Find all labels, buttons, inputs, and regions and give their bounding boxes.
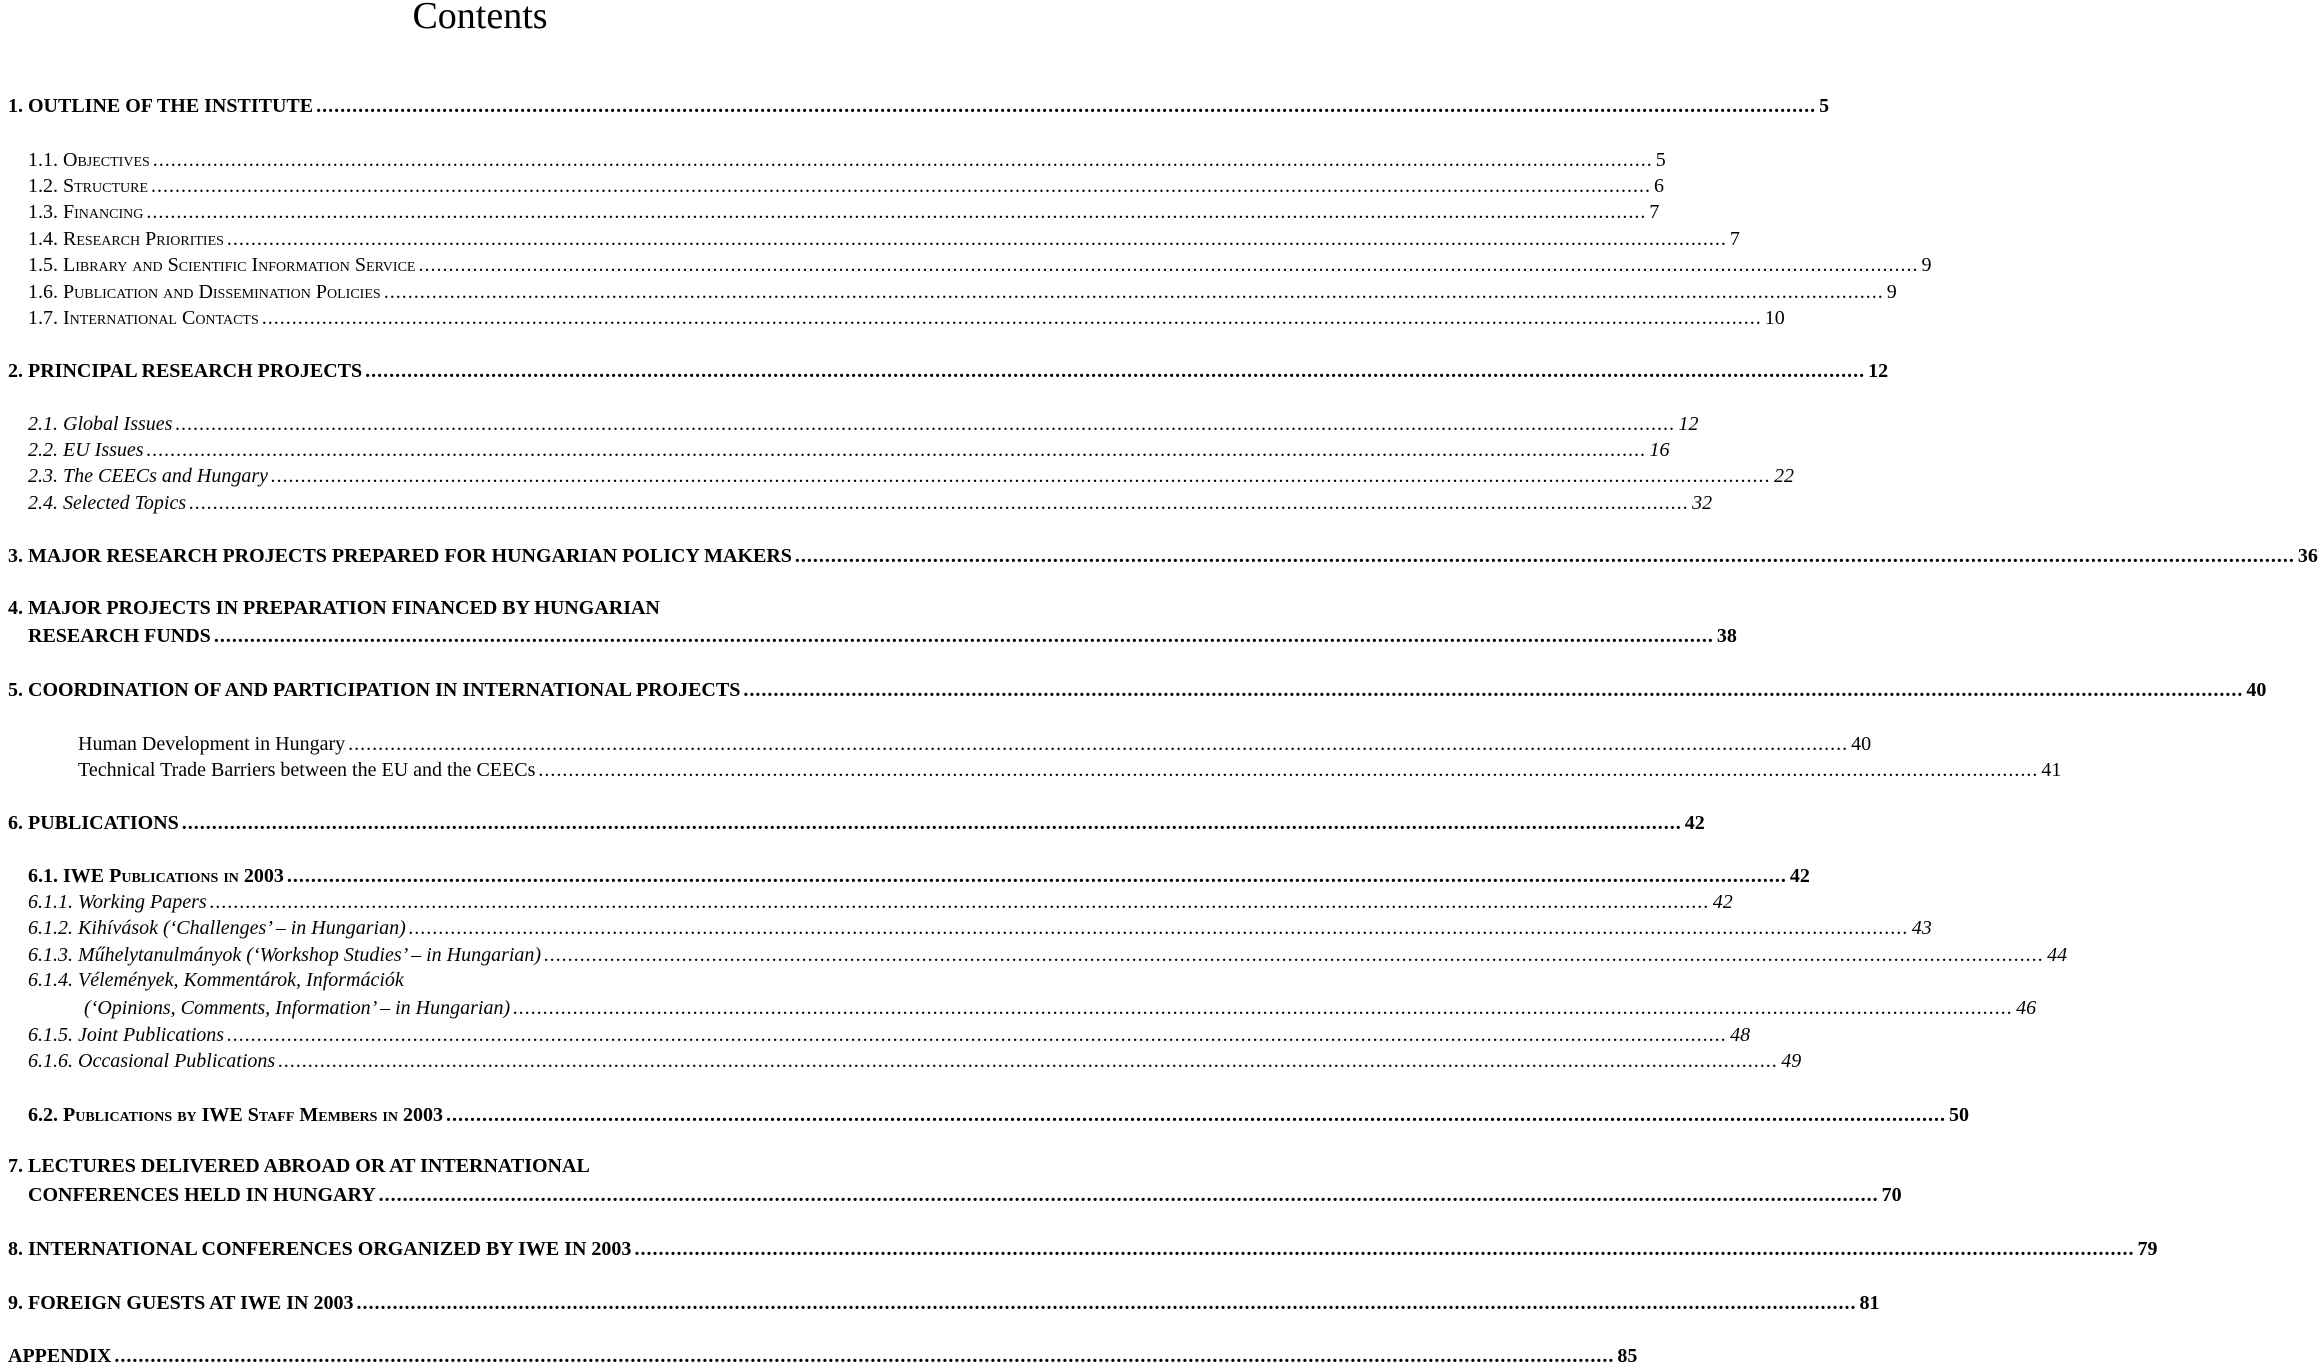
toc-page-number: 70 — [1881, 1184, 1902, 1206]
toc-page-number: 38 — [1716, 625, 1737, 647]
toc-label: 6.1. IWE Publications in 2003 — [28, 865, 284, 887]
toc-entry-1-2[interactable] — [28, 172, 1665, 198]
toc-page-number: 44 — [2047, 944, 2068, 966]
toc-entry-6-1-4[interactable] — [84, 994, 2037, 1020]
dot-leader — [384, 280, 1884, 304]
toc-label: 6.1.6. Occasional Publications — [28, 1050, 276, 1072]
toc-label: 1.4. Research Priorities — [28, 228, 224, 250]
toc-page-number: 85 — [1617, 1345, 1638, 1367]
dot-leader — [227, 227, 1727, 251]
dot-leader — [153, 148, 1653, 172]
toc-entry-6-1-5[interactable] — [28, 1021, 1751, 1047]
toc-entry-6-1[interactable] — [28, 862, 1810, 888]
toc-page-number: 42 — [1789, 865, 1810, 887]
toc-page-number: 22 — [1774, 465, 1794, 487]
toc-label: CONFERENCES HELD IN HUNGARY — [28, 1184, 376, 1206]
dot-leader — [146, 200, 1646, 224]
toc-label: 2.3. The CEECs and Hungary — [28, 465, 268, 487]
toc-entry-2-3[interactable] — [28, 462, 1794, 488]
toc-page-number: 41 — [2041, 759, 2062, 781]
toc-entry-1-1[interactable] — [28, 146, 1666, 172]
toc-page-number: 7 — [1649, 201, 1660, 223]
toc-label: 6.1.3. Műhelytanulmányok (‘Workshop Studies’ – in Hungarian) — [28, 944, 542, 966]
toc-label: 9. FOREIGN GUESTS AT IWE IN 2003 — [8, 1292, 354, 1314]
toc-page-number: 46 — [2016, 997, 2037, 1019]
toc-entry-4[interactable] — [28, 622, 1737, 648]
toc-entry-5-trade-barriers[interactable] — [78, 756, 2062, 782]
toc-page-number: 40 — [1851, 733, 1872, 755]
dot-leader — [271, 464, 1771, 488]
dot-leader — [409, 916, 1909, 940]
toc-page-number: 10 — [1764, 307, 1785, 329]
dot-leader — [210, 890, 1710, 914]
dot-leader — [418, 253, 1918, 277]
dot-leader — [544, 943, 2044, 967]
toc-entry-6-1-4-first-line[interactable]: 6.1.4. Vélemények, Kommentárok, Információk — [28, 969, 404, 991]
toc-page-number: 42 — [1684, 812, 1705, 834]
toc-label: 2.1. Global Issues — [28, 413, 173, 435]
dot-leader — [182, 811, 1682, 835]
toc-page-number: 49 — [1781, 1050, 1802, 1072]
toc-entry-6[interactable] — [8, 809, 1705, 835]
toc-label: 3. MAJOR RESEARCH PROJECTS PREPARED FOR HUNGARIAN POLICY MAKERS — [8, 545, 792, 567]
dot-leader — [278, 1049, 1778, 1073]
toc-label: 6.1.2. Kihívások (‘Challenges’ – in Hungarian) — [28, 917, 406, 939]
toc-entry-6-2[interactable] — [28, 1101, 1969, 1127]
toc-page-number: 9 — [1921, 254, 1932, 276]
toc-label: 1.6. Publication and Dissemination Policies — [28, 281, 381, 303]
toc-label: 2. PRINCIPAL RESEARCH PROJECTS — [8, 360, 363, 382]
dot-leader — [316, 94, 1816, 118]
toc-entry-1-7[interactable] — [28, 304, 1785, 330]
dot-leader — [214, 624, 1714, 648]
toc-label: APPENDIX — [8, 1345, 112, 1367]
toc-label: 1.3. Financing — [28, 201, 144, 223]
dot-leader — [262, 306, 1762, 330]
dot-leader — [189, 491, 1689, 515]
toc-entry-7-first-line[interactable]: 7. LECTURES DELIVERED ABROAD OR AT INTERNATIONAL — [8, 1155, 590, 1177]
dot-leader — [227, 1023, 1727, 1047]
dot-leader — [348, 732, 1848, 756]
toc-entry-6-1-2[interactable] — [28, 914, 1932, 940]
dot-leader — [538, 758, 2038, 782]
toc-page-number: 12 — [1678, 413, 1699, 435]
dot-leader — [634, 1237, 2134, 1261]
toc-label: 6. PUBLICATIONS — [8, 812, 179, 834]
toc-entry-1-3[interactable] — [28, 198, 1660, 224]
toc-entry-1[interactable] — [8, 92, 1830, 118]
toc-entry-5-human-development[interactable] — [78, 730, 1872, 756]
toc-label: 6.2. Publications by IWE Staff Members in 2003 — [28, 1104, 443, 1126]
toc-label: RESEARCH FUNDS — [28, 625, 211, 647]
toc-page-number: 5 — [1819, 95, 1830, 117]
toc-label: Human Development in Hungary — [78, 733, 346, 755]
toc-entry-6-1-1[interactable] — [28, 888, 1733, 914]
toc-entry-1-5[interactable] — [28, 251, 1932, 277]
dot-leader — [114, 1344, 1614, 1368]
dot-leader — [795, 544, 2295, 568]
toc-label: 8. INTERNATIONAL CONFERENCES ORGANIZED BY IWE IN 2003 — [8, 1238, 632, 1260]
toc-entry-9[interactable] — [8, 1289, 1880, 1315]
toc-label: (‘Opinions, Comments, Information’ – in Hungarian) — [84, 997, 511, 1019]
toc-page-number: 48 — [1730, 1024, 1751, 1046]
toc-entry-2-4[interactable] — [28, 489, 1713, 515]
dot-leader — [175, 412, 1675, 436]
toc-entry-6-1-6[interactable] — [28, 1047, 1802, 1073]
toc-page-number: 5 — [1655, 149, 1666, 171]
toc-page-number: 16 — [1649, 439, 1670, 461]
toc-entry-8[interactable] — [8, 1235, 2158, 1261]
toc-label: 1. OUTLINE OF THE INSTITUTE — [8, 95, 314, 117]
toc-entry-6-1-3[interactable] — [28, 941, 2068, 967]
toc-page-number: 6 — [1654, 175, 1665, 197]
dot-leader — [446, 1103, 1946, 1127]
page-title: Contents — [412, 0, 548, 37]
dot-leader — [365, 359, 1865, 383]
toc-entry-3[interactable] — [8, 542, 2318, 568]
toc-label: 5. COORDINATION OF AND PARTICIPATION IN INTERNATIONAL PROJECTS — [8, 679, 741, 701]
toc-page-number: 9 — [1886, 281, 1897, 303]
dot-leader — [147, 438, 1647, 462]
dot-leader — [287, 864, 1787, 888]
toc-entry-4-first-line[interactable]: 4. MAJOR PROJECTS IN PREPARATION FINANCED BY HUNGARIAN — [8, 597, 660, 619]
toc-page-number: 81 — [1859, 1292, 1880, 1314]
toc-label: 1.1. Objectives — [28, 149, 150, 171]
toc-label: Technical Trade Barriers between the EU and the CEECs — [78, 759, 536, 781]
toc-label: 2.2. EU Issues — [28, 439, 144, 461]
toc-page-number: 7 — [1729, 228, 1740, 250]
toc-entry-2-1[interactable] — [28, 410, 1699, 436]
toc-label: 1.5. Library and Scientific Information Service — [28, 254, 416, 276]
toc-entry-1-6[interactable] — [28, 278, 1897, 304]
dot-leader — [743, 678, 2243, 702]
toc-entry-7[interactable] — [28, 1181, 1902, 1207]
toc-label: 6.1.1. Working Papers — [28, 891, 207, 913]
toc-page-number: 36 — [2297, 545, 2318, 567]
toc-label: 1.7. International Contacts — [28, 307, 259, 329]
toc-page-number: 50 — [1948, 1104, 1969, 1126]
toc-entry-2-2[interactable] — [28, 436, 1670, 462]
dot-leader — [513, 996, 2013, 1020]
toc-page-number: 40 — [2246, 679, 2267, 701]
toc-page-number: 79 — [2137, 1238, 2158, 1260]
toc-entry-1-4[interactable] — [28, 225, 1740, 251]
toc-page-number: 43 — [1911, 917, 1932, 939]
toc-label: 1.2. Structure — [28, 175, 149, 197]
dot-leader — [356, 1291, 1856, 1315]
toc-entry-appendix[interactable] — [8, 1342, 1638, 1368]
toc-label: 2.4. Selected Topics — [28, 492, 187, 514]
toc-entry-2[interactable] — [8, 357, 1889, 383]
toc-page-number: 12 — [1868, 360, 1889, 382]
toc-page-number: 32 — [1692, 492, 1713, 514]
toc-entry-5[interactable] — [8, 676, 2267, 702]
dot-leader — [151, 174, 1651, 198]
toc-page-number: 42 — [1712, 891, 1733, 913]
toc-label: 6.1.5. Joint Publications — [28, 1024, 225, 1046]
dot-leader — [379, 1183, 1879, 1207]
